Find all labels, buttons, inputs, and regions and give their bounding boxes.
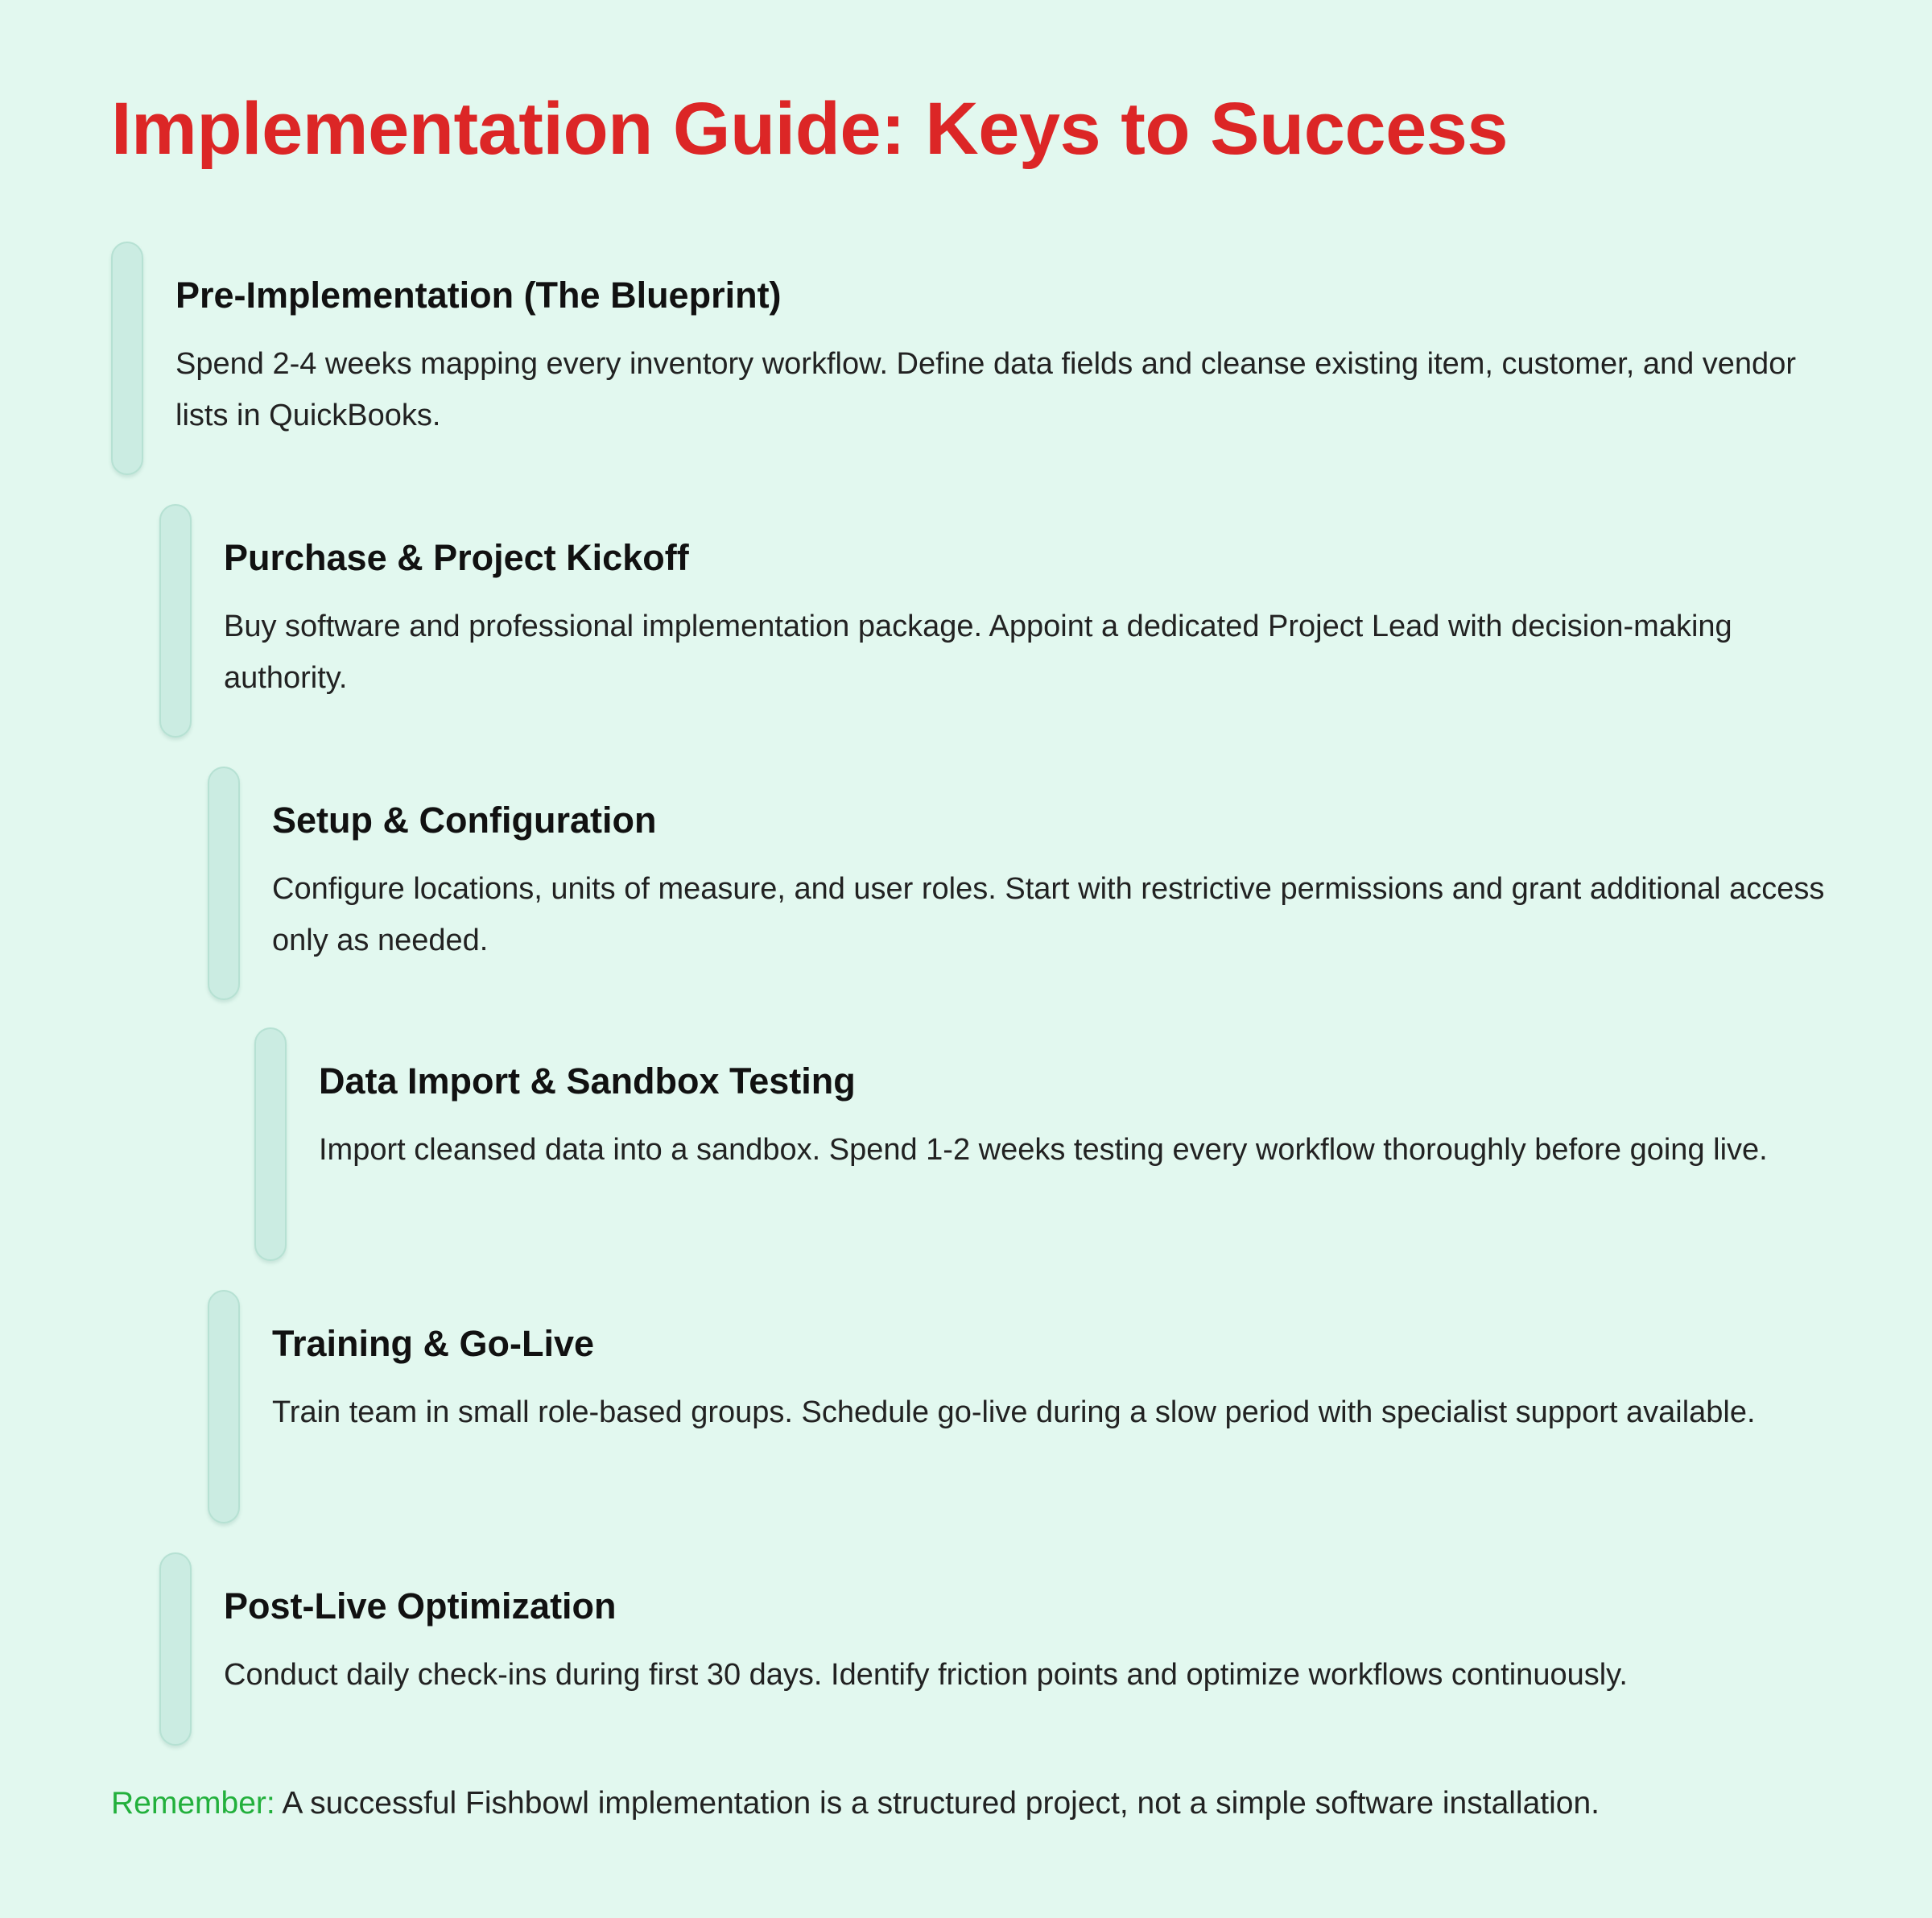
step-heading: Data Import & Sandbox Testing <box>319 1060 856 1102</box>
step-heading: Purchase & Project Kickoff <box>224 537 689 578</box>
step-heading: Setup & Configuration <box>272 800 657 841</box>
footer-text: A successful Fishbowl implementation is a structured project, not a simple software installation. <box>275 1786 1600 1821</box>
step-description: Import cleansed data into a sandbox. Spend 1-2 weeks testing every workflow thoroughly before going live. <box>319 1133 1768 1167</box>
step-bar <box>159 1552 192 1746</box>
step-setup-configuration <box>208 767 1827 1000</box>
step-description: Train team in small role-based groups. Schedule go-live during a slow period with specialist support available. <box>272 1395 1756 1429</box>
step-heading: Post-Live Optimization <box>224 1585 617 1627</box>
step-post-live-optimization <box>159 1552 1827 1746</box>
step-purchase-kickoff <box>159 504 1827 738</box>
step-content <box>272 799 1827 966</box>
step-content <box>224 1585 1827 1701</box>
step-pre-implementation <box>111 242 1827 475</box>
step-bar <box>208 767 240 1000</box>
step-bar <box>208 1290 240 1523</box>
footer-label: Remember: <box>111 1786 275 1821</box>
step-description: Conduct daily check-ins during first 30 days. Identify friction points and optimize workflows continuously. <box>224 1658 1628 1692</box>
step-description: Configure locations, units of measure, and user roles. Start with restrictive permissions and grant additional access only as needed. <box>272 872 1825 957</box>
footer-note <box>111 1778 1600 1829</box>
step-heading: Pre-Implementation (The Blueprint) <box>175 275 782 316</box>
step-content <box>272 1322 1827 1438</box>
step-content <box>224 536 1827 704</box>
step-training-go-live <box>208 1290 1827 1523</box>
step-data-import-testing <box>254 1027 1827 1261</box>
step-content <box>319 1060 1827 1176</box>
step-bar <box>254 1027 287 1261</box>
step-description: Spend 2-4 weeks mapping every inventory workflow. Define data fields and cleanse existing item, customer, and vendor lists in QuickBooks. <box>175 347 1796 432</box>
step-heading: Training & Go-Live <box>272 1323 595 1364</box>
step-content <box>175 274 1827 441</box>
step-bar <box>111 242 143 475</box>
page-title: Implementation Guide: Keys to Success <box>111 88 1509 170</box>
step-bar <box>159 504 192 738</box>
step-description: Buy software and professional implementation package. Appoint a dedicated Project Lead with decision-making authority. <box>224 610 1732 695</box>
